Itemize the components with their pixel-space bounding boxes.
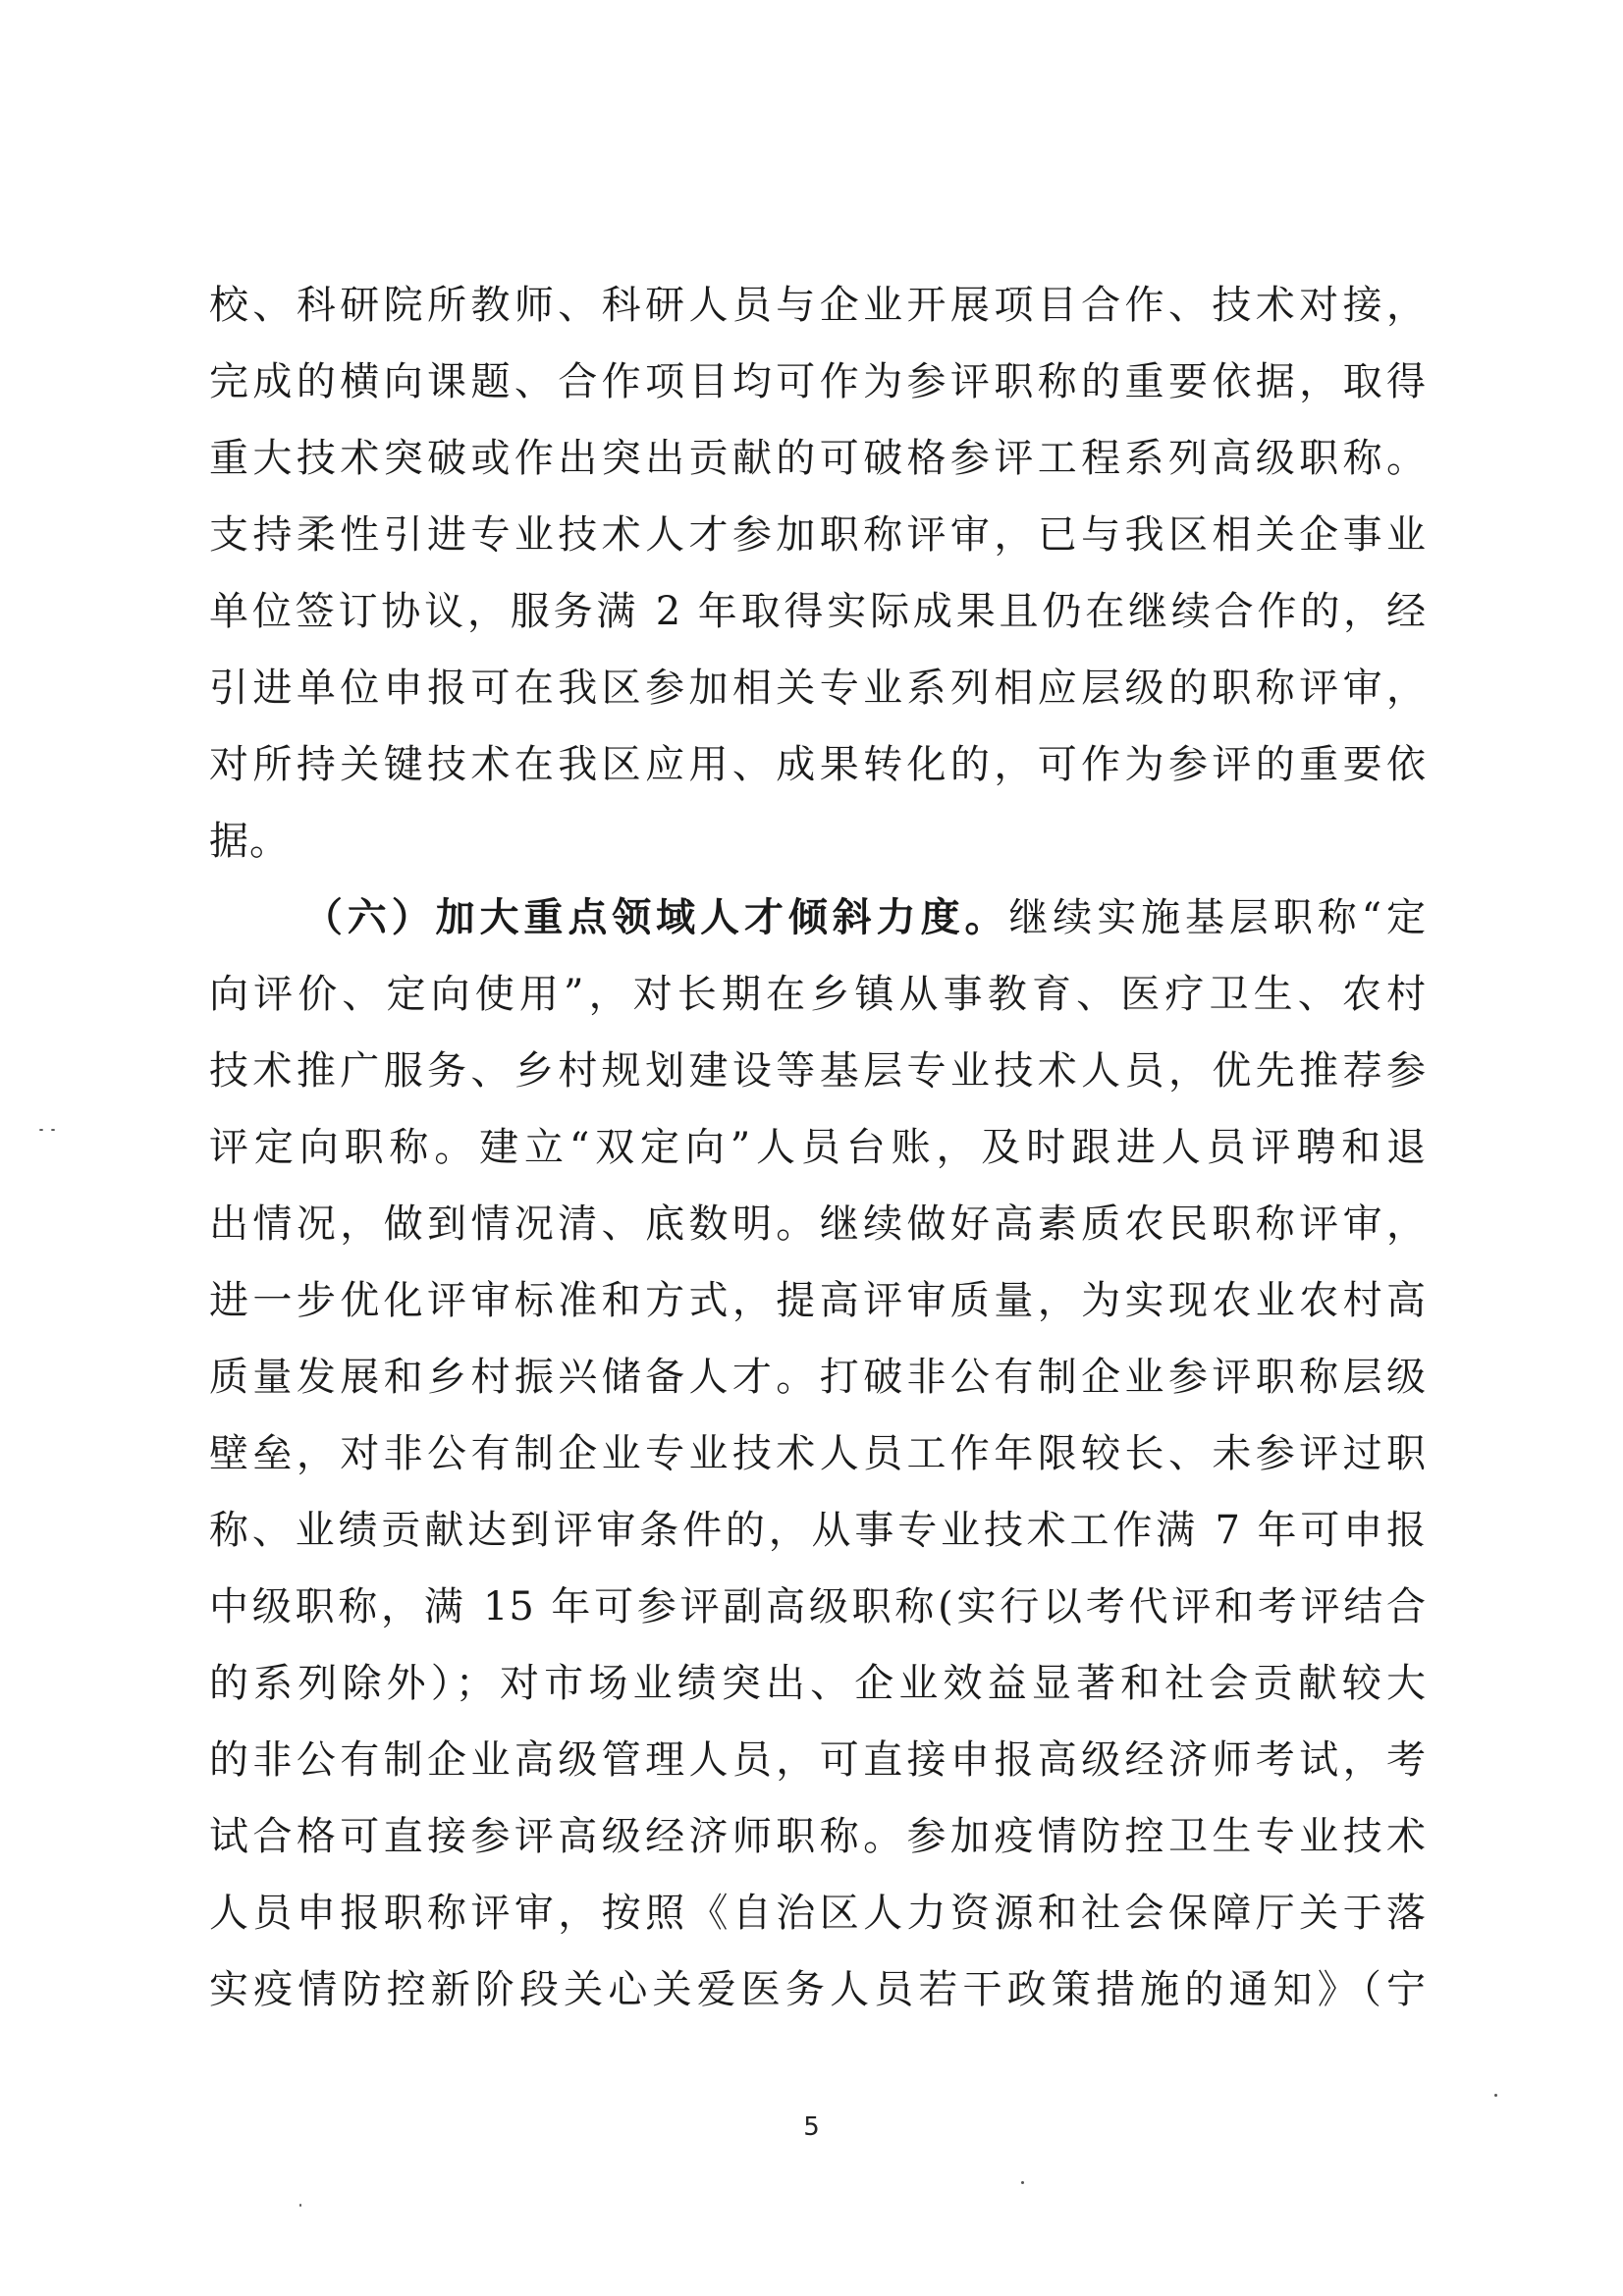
paragraph-line: 实疫情防控新阶段关心关爱医务人员若干政策措施的通知》（宁 (209, 1967, 1427, 2012)
paragraph-line: 校、科研院所教师、科研人员与企业开展项目合作、技术对接， (209, 283, 1427, 328)
paragraph-line: 完成的横向课题、合作项目均可作为参评职称的重要依据，取得 (209, 359, 1427, 404)
paragraph-line: 中级职称，满 15 年可参评副高级职称(实行以考代评和考评结合 (209, 1584, 1427, 1629)
paragraph-line: 人员申报职称评审，按照《自治区人力资源和社会保障厅关于落 (209, 1891, 1427, 1936)
scan-speck (51, 1129, 55, 1131)
paragraph-line: 单位签订协议，服务满 2 年取得实际成果且仍在继续合作的，经 (209, 589, 1427, 634)
page-number: 5 (803, 2112, 820, 2142)
paragraph-line: 的非公有制企业高级管理人员，可直接申报高级经济师考试，考 (209, 1737, 1427, 1783)
paragraph-line: 支持柔性引进专业技术人才参加职称评审，已与我区相关企事业 (209, 512, 1427, 558)
paragraph-line: 向评价、定向使用”，对长期在乡镇从事教育、医疗卫生、农村 (209, 972, 1427, 1017)
paragraph-line: 对所持关键技术在我区应用、成果转化的，可作为参评的重要依 (209, 742, 1427, 787)
paragraph-line: 引进单位申报可在我区参加相关专业系列相应层级的职称评审， (209, 666, 1427, 711)
paragraph-line: 质量发展和乡村振兴储备人才。打破非公有制企业参评职称层级 (209, 1355, 1427, 1400)
scan-speck (1494, 2094, 1497, 2097)
section-line-text: 继续实施基层职称“定 (1008, 895, 1428, 940)
scan-speck (1021, 2181, 1024, 2184)
paragraph-line: 据。 (209, 819, 290, 864)
paragraph-line: 壁垒，对非公有制企业专业技术人员工作年限较长、未参评过职 (209, 1431, 1427, 1476)
paragraph-line: 评定向职称。建立“双定向”人员台账，及时跟进人员评聘和退 (209, 1125, 1427, 1170)
scan-speck (299, 2204, 301, 2207)
section-heading: （六）加大重点领域人才倾斜力度。 (299, 894, 1009, 940)
paragraph-line: 试合格可直接参评高级经济师职称。参加疫情防控卫生专业技术 (209, 1814, 1427, 1859)
section-first-line (209, 880, 1427, 956)
paragraph-line: 称、业绩贡献达到评审条件的，从事专业技术工作满 7 年可申报 (209, 1508, 1427, 1553)
paragraph-line: 进一步优化评审标准和方式，提高评审质量，为实现农业农村高 (209, 1278, 1427, 1323)
paragraph-line: 技术推广服务、乡村规划建设等基层专业技术人员，优先推荐参 (209, 1048, 1427, 1094)
paragraph-line: 重大技术突破或作出突出贡献的可破格参评工程系列高级职称。 (209, 436, 1427, 481)
paragraph-line: 的系列除外）；对市场业绩突出、企业效益显著和社会贡献较大 (209, 1661, 1427, 1706)
paragraph-line: 出情况，做到情况清、底数明。继续做好高素质农民职称评审， (209, 1201, 1427, 1247)
document-body (209, 267, 1427, 2028)
scan-speck (39, 1129, 43, 1131)
